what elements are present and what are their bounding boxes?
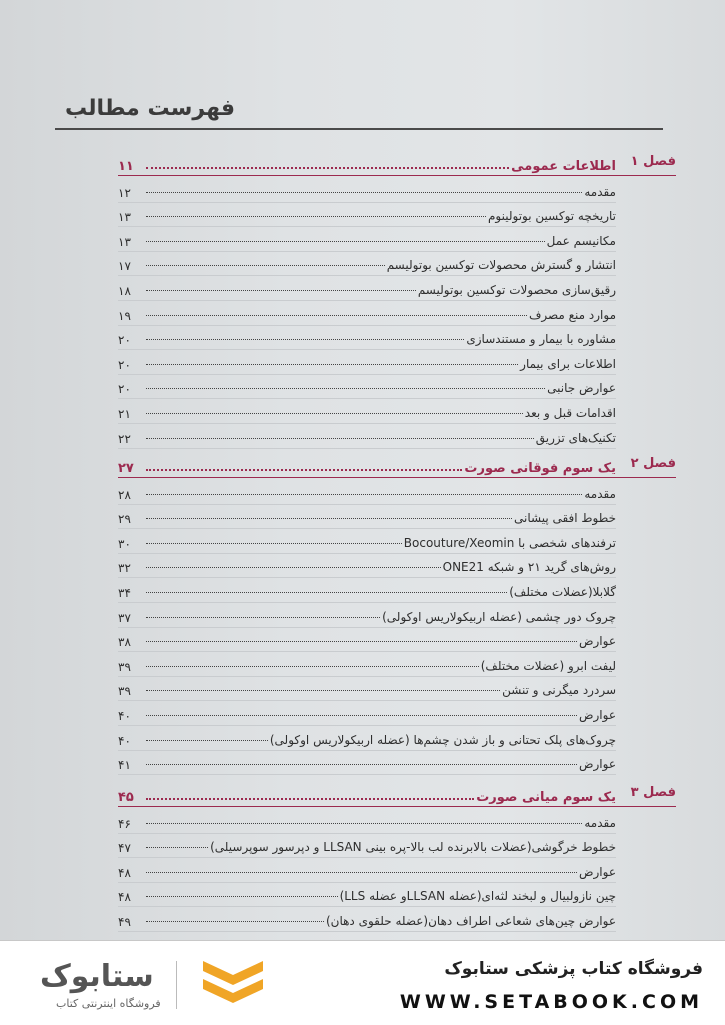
entry-page: ۱۳ <box>118 235 146 251</box>
entry-title: موارد منع مصرف <box>527 308 616 325</box>
leader-dots <box>146 438 534 439</box>
page-title: فهرست مطالب <box>65 96 235 121</box>
entry-title: لیفت ابرو (عضلات مختلف) <box>479 659 616 676</box>
entry-title: مشاوره با بیمار و مستندسازی <box>464 332 616 349</box>
entry-title: گلابلا(عضلات مختلف) <box>507 585 616 602</box>
entry-page: ۳۹ <box>118 660 146 676</box>
entry-title: تاریخچه توکسین بوتولینوم <box>486 209 616 226</box>
chapter-1 <box>118 152 676 449</box>
leader-dots <box>146 494 582 495</box>
entry-title: عوارض <box>577 634 616 651</box>
chapter-heading <box>118 454 676 480</box>
entry-page: ۱۸ <box>118 284 146 300</box>
logo-wordmark: ستابوک <box>40 959 154 994</box>
toc-entry <box>118 701 616 726</box>
entry-page: ۳۲ <box>118 561 146 577</box>
entry-title: خطوط خرگوشی(عضلات بالابرنده لب بالا-پره بینی LLSAN و دپرسور سوپرسیلی) <box>208 840 616 857</box>
entry-page: ۴۶ <box>118 817 146 833</box>
toc-entry <box>118 603 616 628</box>
entry-title: عوارض جانبی <box>545 381 616 398</box>
chapter-rule <box>118 175 676 176</box>
chapter-page: ۴۵ <box>118 790 146 805</box>
entry-page: ۴۷ <box>118 841 146 857</box>
entry-title: چروک‌های پلک تحتانی و باز شدن چشم‌ها (عضله اربیکولاریس اوکولی) <box>268 733 616 750</box>
chapter-title: اطلاعات عمومی <box>509 159 616 174</box>
store-url[interactable]: WWW.SETABOOK.COM <box>400 991 703 1013</box>
entry-page: ۲۱ <box>118 407 146 423</box>
toc-entry <box>118 203 616 228</box>
entry-title: عوارض <box>577 708 616 725</box>
entry-page: ۲۰ <box>118 382 146 398</box>
toc-entry <box>118 907 616 932</box>
leader-dots <box>146 641 577 642</box>
toc-entry <box>118 350 616 375</box>
entry-title: انتشار و گسترش محصولات توکسین بوتولیسم <box>385 258 616 275</box>
entry-page: ۳۸ <box>118 635 146 651</box>
leader-dots <box>146 715 577 716</box>
entry-title: اطلاعات برای بیمار <box>518 357 616 374</box>
entry-title: خطوط افقی پیشانی <box>512 511 616 528</box>
chapter-rule <box>118 477 676 478</box>
toc-entry <box>118 652 616 677</box>
toc-entry <box>118 505 616 530</box>
entry-title: رقیق‌سازی محصولات توکسین بوتولیسم <box>416 283 616 300</box>
toc-entry <box>118 399 616 424</box>
leader-dots <box>146 518 512 519</box>
entry-title: تکنیک‌های تزریق <box>534 431 616 448</box>
toc-entry <box>118 932 616 940</box>
entry-page: ۴۹ <box>118 915 146 931</box>
chapter-2 <box>118 454 676 775</box>
leader-dots <box>146 413 523 414</box>
leader-dots <box>146 847 208 848</box>
leader-dots <box>146 315 527 316</box>
entry-page: ۱۳ <box>118 210 146 226</box>
entry-list <box>118 178 676 449</box>
entry-title: مقدمه <box>582 185 616 202</box>
toc-entry <box>118 834 616 859</box>
toc-entry <box>118 809 616 834</box>
entry-title: عوارض <box>577 757 616 774</box>
leader-dots <box>146 543 402 544</box>
chapter-label: فصل ۳ <box>631 785 676 800</box>
chapter-rule <box>118 806 676 807</box>
toc-entry <box>118 301 616 326</box>
leader-dots <box>146 764 577 765</box>
entry-title: روش‌های گرید ۲۱ و شبکه ONE21 <box>441 560 616 577</box>
leader-dots <box>146 872 577 873</box>
chapter-label: فصل ۱ <box>631 154 676 169</box>
toc-entry <box>118 529 616 554</box>
leader-dots <box>146 823 582 824</box>
entry-page: ۲۲ <box>118 432 146 448</box>
entry-title: اقدامات قبل و بعد <box>523 406 616 423</box>
toc-entry <box>118 726 616 751</box>
entry-list <box>118 809 676 940</box>
entry-page: ۳۷ <box>118 611 146 627</box>
leader-dots <box>146 364 518 365</box>
chapter-page: ۱۱ <box>118 159 146 174</box>
entry-title: چین نازولبیال و لبخند لثه‌ای(عضله LLSANو عضله LLS) <box>338 889 616 906</box>
entry-title: مکانیسم عمل <box>545 234 616 251</box>
logo-divider <box>176 961 177 1009</box>
leader-dots <box>146 216 486 217</box>
leader-dots <box>146 339 464 340</box>
entry-page: ۲۰ <box>118 333 146 349</box>
entry-title: مقدمه <box>582 487 616 504</box>
leader-dots <box>146 921 324 922</box>
entry-page: ۳۴ <box>118 586 146 602</box>
toc-entry <box>118 276 616 301</box>
logo-tagline: فروشگاه اینترنتی کتاب <box>56 997 161 1010</box>
entry-page: ۳۰ <box>118 537 146 553</box>
title-rule <box>55 128 663 130</box>
leader-dots <box>146 740 268 741</box>
leader-dots <box>146 469 462 471</box>
leader-dots <box>146 388 545 389</box>
entry-title: عوارض چین‌های شعاعی اطراف دهان(عضله حلقوی دهان) <box>324 914 616 931</box>
leader-dots <box>146 265 385 266</box>
entry-page: ۴۰ <box>118 709 146 725</box>
leader-dots <box>146 690 500 691</box>
entry-page: ۴۸ <box>118 890 146 906</box>
toc-entry <box>118 480 616 505</box>
entry-page: ۴۰ <box>118 734 146 750</box>
leader-dots <box>146 241 545 242</box>
toc-entry <box>118 883 616 908</box>
chapter-title: یک سوم میانی صورت <box>474 790 616 805</box>
toc-entry <box>118 554 616 579</box>
entry-page: ۴۱ <box>118 758 146 774</box>
leader-dots <box>146 290 416 291</box>
toc-entry <box>118 751 616 776</box>
toc-entry <box>118 858 616 883</box>
entry-title: سردرد میگرنی و تنشن <box>500 683 616 700</box>
toc-entry <box>118 578 616 603</box>
entry-page: ۲۹ <box>118 512 146 528</box>
leader-dots <box>146 192 582 193</box>
chapter-page: ۲۷ <box>118 461 146 476</box>
store-name: فروشگاه کتاب پزشکی ستابوک <box>444 959 703 979</box>
toc-entry <box>118 227 616 252</box>
leader-dots <box>146 896 338 897</box>
leader-dots <box>146 617 380 618</box>
chapter-title: یک سوم فوقانی صورت <box>462 461 616 476</box>
leader-dots <box>146 567 441 568</box>
toc-entry <box>118 375 616 400</box>
entry-page: ۲۰ <box>118 358 146 374</box>
entry-page: ۱۹ <box>118 309 146 325</box>
entry-list <box>118 480 676 775</box>
store-banner <box>0 940 725 1025</box>
chapter-3 <box>118 783 676 940</box>
entry-page: ۱۲ <box>118 186 146 202</box>
toc-entry <box>118 326 616 351</box>
entry-title: ترفندهای شخصی با Bocouture/Xeomin <box>402 536 616 553</box>
leader-dots <box>146 592 507 593</box>
leader-dots <box>146 167 509 169</box>
toc-entry <box>118 677 616 702</box>
leader-dots <box>146 798 474 800</box>
entry-page: ۱۷ <box>118 259 146 275</box>
chevron-logo-icon <box>198 955 268 1011</box>
entry-page: ۴۸ <box>118 866 146 882</box>
toc-entry <box>118 252 616 277</box>
chapter-heading <box>118 152 676 178</box>
entry-page: ۲۸ <box>118 488 146 504</box>
entry-title: عوارض <box>577 865 616 882</box>
leader-dots <box>146 666 479 667</box>
chapter-label: فصل ۲ <box>631 456 676 471</box>
toc-entry <box>118 178 616 203</box>
toc-entry <box>118 424 616 449</box>
entry-title: چروک دور چشمی (عضله اربیکولاریس اوکولی) <box>380 610 616 627</box>
entry-page: ۳۹ <box>118 684 146 700</box>
entry-title: مقدمه <box>582 816 616 833</box>
chapter-heading <box>118 783 676 809</box>
toc-entry <box>118 628 616 653</box>
